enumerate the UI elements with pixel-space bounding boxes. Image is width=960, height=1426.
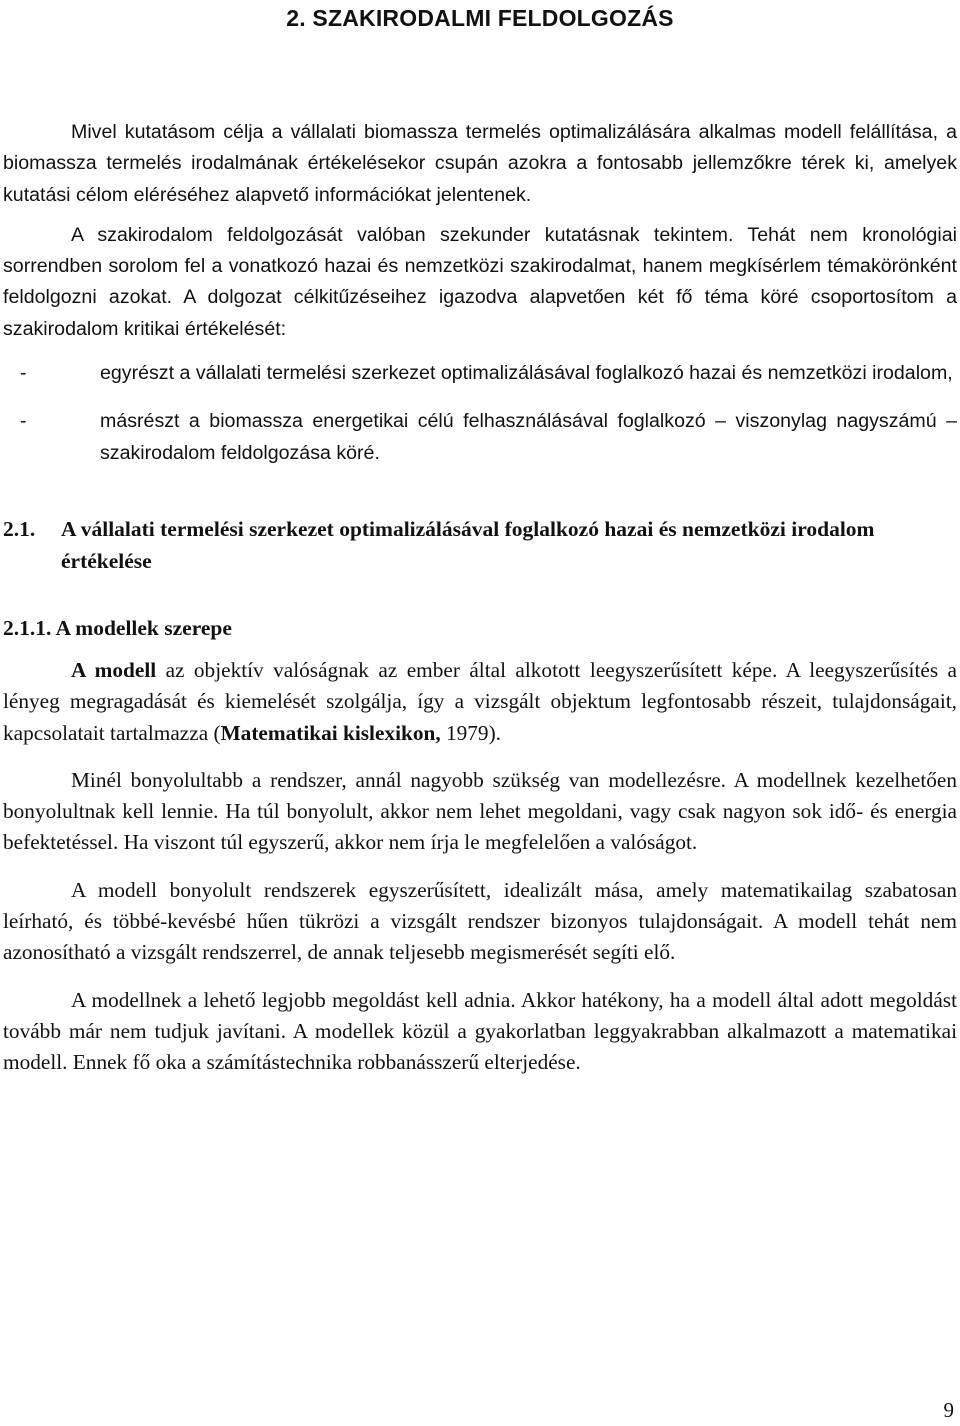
body-paragraph-3: A modell bonyolult rendszerek egyszerűsített, idealizált mása, amely matematikailag szabatosan leírható, és többé-kevésbé hűen tükrözi a vizsgált rendszer bizonyos tulajdonságait. A modell tehát nem azonosítható a vizsgált rendszerrel, de annak teljesebb megismerését segíti elő.	[3, 877, 957, 965]
body-text: 1979).	[440, 720, 501, 745]
section-title: A vállalati termelési szerkezet optimalizálásával foglalkozó hazai és nemzetközi irodalom értékelése	[61, 516, 875, 573]
body-paragraph-4: A modellnek a lehető legjobb megoldást kell adnia. Akkor hatékony, ha a modell által adott megoldást tovább már nem tudjuk javítani. A modellek közül a gyakorlatban leggyakrabban alkalmazott a matematikai modell. Ennek fő oka a számítástechnika robbanásszerű elterjedése.	[3, 987, 957, 1075]
list-item-text: egyrészt a vállalati termelési szerkezet optimalizálásával foglalkozó hazai és nemzetközi irodalom,	[100, 362, 953, 385]
citation: Matematikai kislexikon,	[220, 720, 441, 745]
subsection-heading: 2.1.1. A modellek szerepe	[3, 615, 232, 640]
body-paragraph-1	[3, 655, 957, 749]
dash-bullet: -	[20, 362, 27, 385]
body-paragraph-2: Minél bonyolultabb a rendszer, annál nagyobb szükség van modellezésre. A modellnek kezelhetően bonyolultnak kell lennie. Ha túl bonyolult, akkor nem lehet megoldani, vagy csak nagyon sok idő- és energia befektetéssel. Ha viszont túl egyszerű, akkor nem írja le megfelelően a valóságot.	[3, 767, 957, 855]
document-page	[3, 0, 957, 1079]
section-heading	[3, 513, 957, 577]
page-number: 9	[943, 1398, 954, 1422]
dash-bullet: -	[20, 410, 27, 433]
chapter-heading: 2. SZAKIRODALMI FELDOLGOZÁS	[286, 5, 674, 31]
model-term: A modell	[71, 657, 157, 682]
list-item	[20, 406, 957, 469]
intro-paragraph-2: A szakirodalom feldolgozását valóban szekunder kutatásnak tekintem. Tehát nem kronológiai sorrendben sorolom fel a vonatkozó hazai és nemzetközi szakirodalmat, hanem megkísérlem témakörönként feldolgozni azokat. A dolgozat célkitűzéseihez igazodva alapvetően két fő téma köré csoportosítom a szakirodalom kritikai értékelését:	[3, 223, 957, 340]
intro-paragraph-1: Mivel kutatásom célja a vállalati biomassza termelés optimalizálására alkalmas modell felállítása, a biomassza termelés irodalmának értékelésekor csupán azokra a fontosabb jellemzőkre térek ki, amelyek kutatási célom eléréséhez alapvető információkat jelentenek.	[3, 121, 957, 206]
body-text: az objektív valóságnak az ember által alkotott leegyszerűsített képe. A leegyszerűsítés a lényeg megragadását és kiemelését szolgálja, így a vizsgált objektum legfontosabb részeit, tulajdonságait, kapcsolatait tartalmazza (	[3, 657, 957, 745]
list-item-text: másrészt a biomassza energetikai célú felhasználásával foglalkozó – viszonylag nagyszámú – szakirodalom feldolgozása köré.	[100, 410, 957, 464]
list-item	[20, 358, 957, 389]
topic-list	[3, 358, 957, 469]
section-number: 2.1.	[3, 516, 36, 541]
